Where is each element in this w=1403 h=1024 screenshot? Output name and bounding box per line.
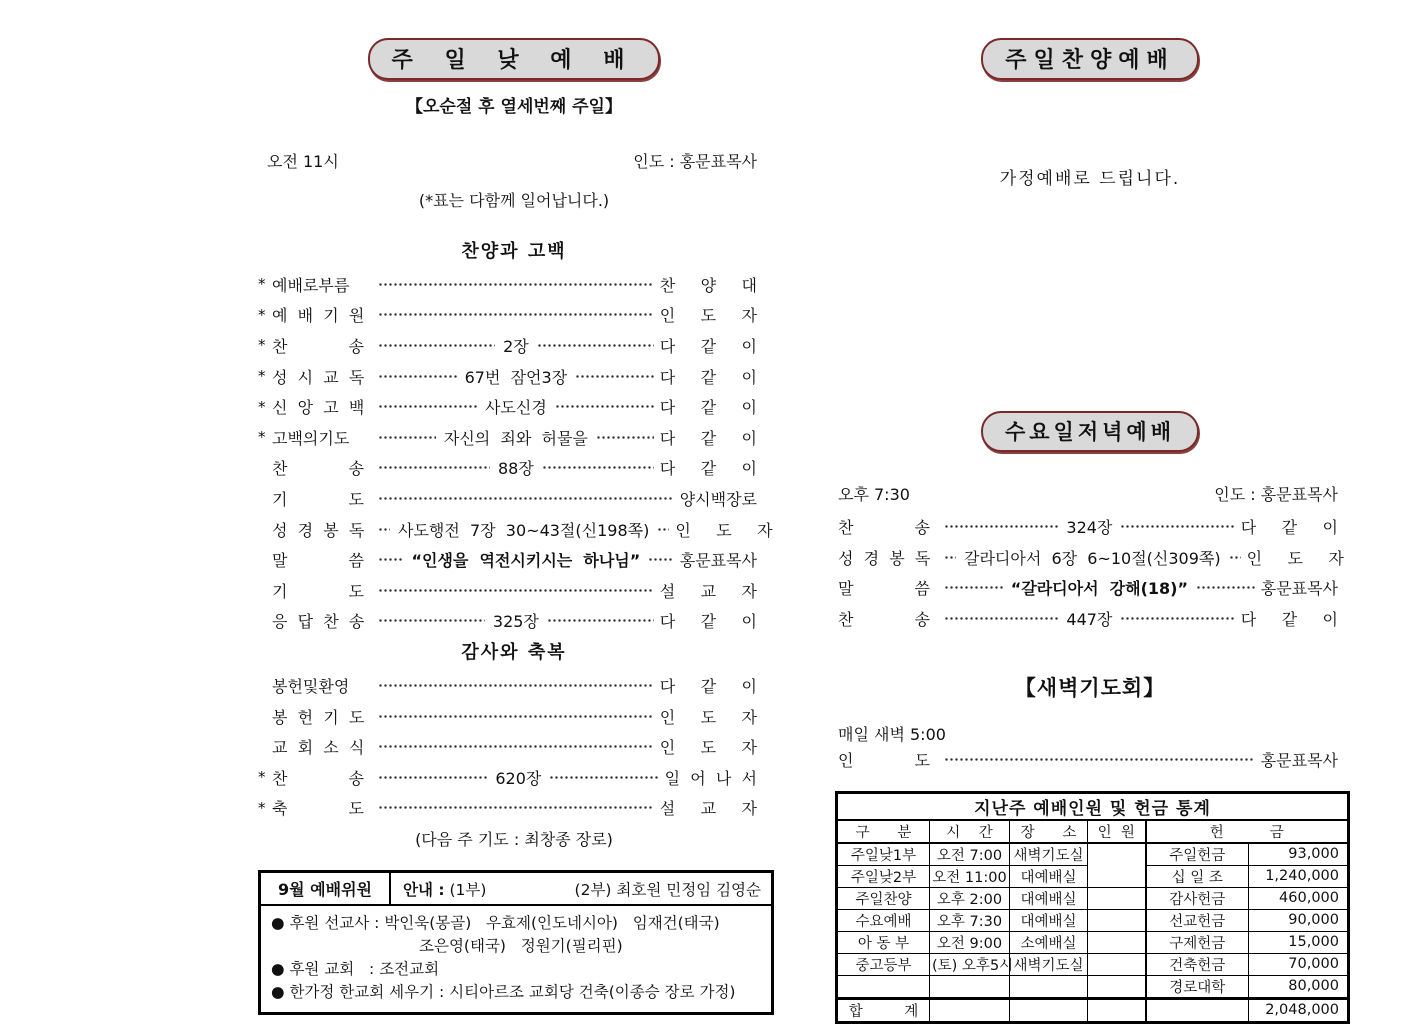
stat-offering-name: 감사헌금: [1146, 887, 1249, 909]
item-respondent: 양시백장로: [679, 489, 757, 509]
dotted-leader: [542, 461, 654, 475]
stats-header-offering: 헌 금: [1146, 820, 1349, 843]
wednesday-leader: 인도 : 홍문표목사: [1214, 485, 1338, 504]
worship-item-row: [258, 762, 757, 793]
worship-item-row: [258, 361, 757, 392]
item-label: 말 씀: [838, 579, 930, 599]
item-respondent: 홍문표목사: [679, 551, 758, 571]
item-respondent: 찬 양 대: [659, 275, 757, 295]
item-label: 응 답 찬 송: [272, 612, 365, 632]
dotted-leader: [575, 369, 654, 383]
stats-header-cell: 장 소: [1010, 820, 1088, 843]
section-heading-thanks-blessing: 감사와 축복: [461, 642, 567, 664]
total-amount: 2,048,000: [1249, 998, 1349, 1022]
dotted-leader: [1120, 611, 1234, 625]
stat-attendance: [1088, 931, 1146, 953]
item-respondent: 홍문표목사: [1260, 751, 1338, 771]
total-label: 합 계: [837, 998, 930, 1022]
worship-item-row: [258, 606, 757, 637]
item-label: 찬 송: [272, 768, 364, 788]
wednesday-title: 수요일저녁예배: [981, 411, 1199, 452]
stat-service-name: 아 동 부: [837, 931, 930, 953]
stat-service-time: 오전 7:00: [930, 843, 1010, 866]
dotted-leader: [378, 522, 390, 536]
dotted-leader: [378, 308, 654, 322]
worship-item-row: [258, 483, 757, 514]
dotted-leader: [549, 770, 658, 784]
item-respondent: 다 같 이: [659, 676, 757, 696]
stats-title-row: [837, 792, 1349, 820]
liturgical-sunday-subtitle: 【오순절 후 열세번째 주일】: [406, 97, 622, 117]
committee-header: [261, 873, 771, 906]
stats-row: [837, 909, 1349, 931]
stat-attendance: [1088, 887, 1146, 909]
committee-line: ● 한가정 한교회 세우기 : 시티아르조 교회당 건축(이종승 장로 가정): [271, 983, 736, 1002]
stats-row: [837, 887, 1349, 909]
stat-service-place: 대예배실: [1010, 909, 1088, 931]
stat-service-name: 주일낮1부: [837, 843, 930, 866]
item-respondent: 인 도 자: [1246, 548, 1344, 568]
dotted-leader: [378, 277, 654, 291]
stat-service-place: 새벽기도실: [1010, 953, 1088, 975]
item-label: 찬 송: [272, 336, 364, 356]
section-heading-praise-confession: 찬양과 고백: [461, 241, 567, 262]
item-content: “인생을 역전시키시는 하나님”: [411, 551, 641, 571]
item-star-marker: *: [258, 367, 266, 386]
worship-item-row: [838, 603, 1338, 634]
dotted-leader: [1120, 519, 1234, 533]
guide-label: 안내 :: [403, 880, 445, 899]
dotted-leader: [944, 581, 1003, 595]
committee-line: ● 후원 교회 : 조전교회: [271, 960, 440, 979]
item-label: 예배로부름: [272, 275, 350, 295]
item-content: 사도신경: [484, 398, 547, 418]
item-label: 인 도: [838, 751, 930, 771]
item-label: 예 배 기 원: [272, 306, 365, 326]
dotted-leader: [378, 430, 436, 444]
sunday-praise-title-box: [830, 38, 1350, 80]
stat-service-place: 대예배실: [1010, 865, 1088, 887]
stat-offering-name: 건축헌금: [1146, 953, 1249, 975]
stats-row: [837, 953, 1349, 975]
item-label: 말 씀: [272, 551, 364, 571]
worship-item-row: [258, 269, 757, 300]
dotted-leader: [547, 614, 654, 628]
dotted-leader: [378, 553, 403, 567]
stats-header-row: [837, 820, 1349, 843]
item-star-marker: *: [258, 336, 266, 355]
sunday-praise-title: 주일찬양예배: [981, 38, 1199, 80]
item-content: 324장: [1066, 517, 1113, 537]
worship-item-row: [838, 745, 1338, 775]
stats-row: [837, 843, 1349, 866]
dotted-leader: [1229, 550, 1241, 564]
wednesday-title-box: [830, 411, 1350, 452]
item-respondent: 설 교 자: [659, 799, 757, 819]
committee-body: [261, 906, 771, 1012]
stat-service-time: 오전 11:00: [930, 865, 1010, 887]
total-empty: [1146, 998, 1249, 1022]
dotted-leader: [596, 430, 654, 444]
item-content: 447장: [1066, 609, 1113, 629]
dotted-leader: [378, 338, 495, 352]
item-label: 찬 송: [838, 609, 930, 629]
service-leader: 인도 : 홍문표목사: [633, 152, 757, 171]
worship-item-row: [258, 391, 757, 422]
worship-item-row: [258, 575, 757, 606]
dawn-prayer-time: 매일 새벽 5:00: [838, 724, 946, 744]
item-content: “갈라디아서 강해(18)”: [1010, 579, 1188, 599]
stat-offering-amount: 70,000: [1249, 953, 1349, 975]
item-label: 고백의기도: [272, 428, 350, 448]
item-respondent: 인 도 자: [659, 707, 757, 727]
dotted-leader: [378, 770, 487, 784]
item-label: 찬 송: [272, 459, 364, 479]
stat-offering-amount: 80,000: [1249, 975, 1349, 998]
worship-item-row: [838, 572, 1338, 603]
stat-service-time: 오후 2:00: [930, 887, 1010, 909]
sunday-day-title-box: [253, 38, 775, 80]
stat-attendance: [1088, 975, 1146, 998]
stats-header-cell: 시 간: [930, 820, 1010, 843]
dawn-prayer-title: 【새벽기도회】: [1014, 675, 1166, 700]
committee-guide-row: [391, 873, 771, 904]
committee-line: ● 후원 선교사 : 박인욱(몽골) 우효제(인도네시아) 임재건(태국): [271, 914, 720, 933]
worship-item-row: [258, 514, 773, 545]
stat-offering-amount: 15,000: [1249, 931, 1349, 953]
worship-item-row: [258, 793, 757, 824]
stat-service-time: (토) 오후5시: [930, 953, 1010, 975]
dotted-leader: [657, 522, 669, 536]
dotted-leader: [378, 583, 654, 597]
stat-service-time: 오후 7:30: [930, 909, 1010, 931]
item-star-marker: *: [258, 275, 266, 294]
stat-service-place: 새벽기도실: [1010, 843, 1088, 866]
worship-item-row: [258, 300, 757, 331]
item-content: 325장: [492, 612, 539, 632]
worship-item-row: [258, 330, 757, 361]
item-content: 67번 잠언3장: [464, 367, 568, 387]
item-label: 찬 송: [838, 517, 930, 537]
stat-attendance: [1088, 953, 1146, 975]
total-empty: [1088, 998, 1146, 1022]
dotted-leader: [648, 553, 673, 567]
item-respondent: 일 어 나 서: [664, 768, 757, 788]
worship-item-row: [258, 731, 757, 762]
stat-offering-amount: 460,000: [1249, 887, 1349, 909]
worship-item-row: [838, 511, 1338, 542]
stat-attendance: [1088, 843, 1146, 888]
item-content: 2장: [503, 336, 529, 356]
guide-part1: (1부): [444, 880, 487, 899]
dotted-leader: [378, 740, 654, 754]
stat-service-place: 대예배실: [1010, 887, 1088, 909]
item-label: 축 도: [272, 799, 364, 819]
item-respondent: 다 같 이: [659, 428, 758, 448]
stat-offering-amount: 90,000: [1249, 909, 1349, 931]
item-respondent: 다 같 이: [659, 367, 757, 387]
wednesday-time: 오후 7:30: [838, 485, 910, 504]
stat-offering-name: 주일헌금: [1146, 843, 1249, 866]
guide-part2: (2부) 최호원 민정임 김영순: [574, 880, 761, 899]
total-empty: [930, 998, 1010, 1022]
worship-item-row: [258, 670, 757, 701]
right-column: [830, 38, 1350, 1024]
item-respondent: 홍문표목사: [1260, 579, 1339, 599]
stat-offering-name: 경로대학: [1146, 975, 1249, 998]
dotted-leader: [537, 338, 654, 352]
dotted-leader: [944, 611, 1058, 625]
worship-item-row: [258, 453, 757, 484]
item-label: 신 앙 고 백: [272, 398, 365, 418]
stat-service-time: [930, 975, 1010, 998]
item-star-marker: *: [258, 768, 266, 787]
item-respondent: 설 교 자: [659, 581, 757, 601]
stat-offering-amount: 93,000: [1249, 843, 1349, 866]
stats-title: 지난주 예배인원 및 헌금 통계: [837, 792, 1349, 820]
item-label: 봉 헌 기 도: [272, 707, 365, 727]
wednesday-order-list: [830, 511, 1350, 634]
item-content: 자신의 죄와 허물을: [443, 428, 588, 448]
item-label: 교 회 소 식: [272, 738, 365, 758]
stat-attendance: [1088, 909, 1146, 931]
stats-header-cell: 인 원: [1088, 820, 1146, 843]
stat-service-name: 주일찬양: [837, 887, 930, 909]
sunday-day-worship-column: [253, 38, 775, 1015]
dotted-leader: [378, 614, 485, 628]
stat-service-name: [837, 975, 930, 998]
stat-service-place: 소예배실: [1010, 931, 1088, 953]
stats-total-row: [837, 998, 1349, 1022]
committee-line: 조은영(태국) 정원기(필리핀): [419, 937, 623, 956]
committee-box: [258, 870, 774, 1015]
stand-note: (*표는 다함께 일어납니다.): [418, 191, 610, 210]
item-respondent: 다 같 이: [659, 459, 757, 479]
dotted-leader: [378, 400, 477, 414]
dotted-leader: [378, 369, 457, 383]
item-label: 봉헌및환영: [272, 676, 350, 696]
service-time-row: [253, 149, 775, 172]
item-respondent: 다 같 이: [659, 398, 757, 418]
stat-service-name: 주일낮2부: [837, 865, 930, 887]
dotted-leader: [378, 801, 654, 815]
item-star-marker: *: [258, 798, 266, 817]
item-content: 88장: [497, 459, 534, 479]
item-respondent: 다 같 이: [1240, 517, 1339, 537]
stat-service-name: 수요예배: [837, 909, 930, 931]
dotted-leader: [944, 753, 1255, 767]
dotted-leader: [944, 550, 956, 564]
item-star-marker: *: [258, 397, 266, 416]
dotted-leader: [378, 491, 674, 505]
item-respondent: 인 도 자: [675, 520, 773, 540]
item-respondent: 인 도 자: [659, 306, 757, 326]
stat-offering-name: 구제헌금: [1146, 931, 1249, 953]
worship-order-list-2: [253, 670, 775, 823]
item-label: 기 도: [272, 489, 364, 509]
committee-month-title: 9월 예배위원: [261, 873, 391, 904]
item-content: 갈라디아서 6장 6~10절(신309쪽): [964, 548, 1221, 568]
stat-offering-name: 선교헌금: [1146, 909, 1249, 931]
item-star-marker: *: [258, 305, 266, 324]
item-label: 성 시 교 독: [272, 367, 365, 387]
dotted-leader: [944, 519, 1058, 533]
item-label: 성 경 봉 독: [838, 548, 931, 568]
dawn-prayer-list: [830, 745, 1350, 775]
dotted-leader: [378, 678, 654, 692]
worship-item-row: [838, 542, 1344, 573]
worship-order-list-1: [253, 269, 775, 636]
item-respondent: 다 같 이: [1240, 609, 1339, 629]
stats-header-cell: 구 분: [837, 820, 930, 843]
wednesday-time-row: [830, 482, 1350, 505]
item-respondent: 다 같 이: [659, 612, 758, 632]
stat-service-time: 오전 9:00: [930, 931, 1010, 953]
weekly-stats-table: [835, 791, 1350, 1024]
total-empty: [1010, 998, 1088, 1022]
dotted-leader: [378, 461, 490, 475]
item-star-marker: *: [258, 428, 266, 447]
item-respondent: 다 같 이: [659, 336, 757, 356]
item-content: 620장: [495, 768, 542, 788]
next-week-prayer-note: (다음 주 기도 : 최창종 장로): [415, 830, 613, 850]
stat-service-place: [1010, 975, 1088, 998]
dotted-leader: [1196, 581, 1255, 595]
item-respondent: 인 도 자: [659, 738, 757, 758]
item-label: 성 경 봉 독: [272, 520, 365, 540]
dotted-leader: [555, 400, 654, 414]
stats-row: [837, 931, 1349, 953]
sunday-praise-note: 가정예배로 드립니다.: [999, 169, 1181, 189]
item-label: 기 도: [272, 581, 364, 601]
item-content: 사도행전 7장 30~43절(신198쪽): [398, 520, 650, 540]
worship-item-row: [258, 422, 757, 453]
service-time: 오전 11시: [267, 152, 339, 171]
worship-item-row: [258, 701, 757, 732]
stat-offering-amount: 1,240,000: [1249, 865, 1349, 887]
sunday-day-title: 주 일 낮 예 배: [368, 38, 661, 80]
dotted-leader: [378, 709, 654, 723]
stats-row: [837, 975, 1349, 998]
worship-item-row: [258, 544, 757, 575]
stat-service-name: 중고등부: [837, 953, 930, 975]
stat-offering-name: 십 일 조: [1146, 865, 1249, 887]
